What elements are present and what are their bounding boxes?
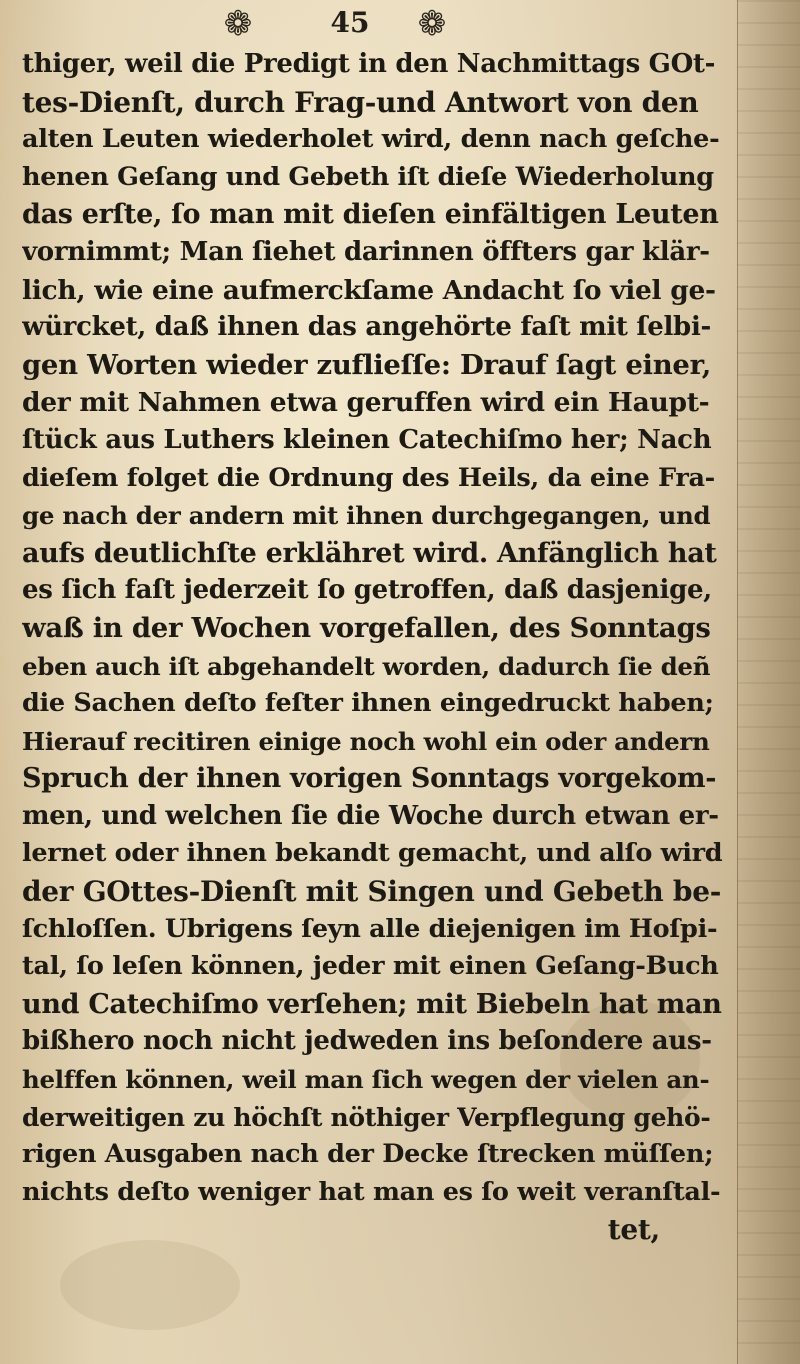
page-header: [0, 4, 740, 48]
text-line: ge nach der andern mit ihnen durchgegangen, und: [22, 501, 711, 531]
flower-ornament-icon: ❁: [223, 4, 253, 44]
text-line: vornimmt; Man ſiehet darinnen öffters gar klär-: [22, 236, 710, 267]
text-line: thiger, weil die Predigt in den Nachmittags GOt-: [22, 49, 716, 79]
catchword: tet,: [607, 1213, 660, 1247]
text-line: bißhero noch nicht jedweden ins beſondere aus-: [22, 1026, 712, 1057]
text-line: der GOttes-Dienſt mit Singen und Gebeth be-: [22, 875, 722, 909]
text-line: helffen können, weil man ſich wegen der vielen an-: [22, 1065, 710, 1095]
text-line: aufs deutlichſte erklähret wird. Anfänglich hat: [22, 537, 717, 569]
text-line: henen Geſang und Gebeth iſt dieſe Wiederholung: [22, 161, 714, 192]
text-line: Spruch der ihnen vorigen Sonntags vorgekom-: [22, 763, 717, 795]
text-line: und Catechiſmo verſehen; mit Biebeln hat man: [22, 988, 722, 1020]
flower-ornament-icon: ❁: [417, 4, 447, 44]
text-line: ſchloſſen. Ubrigens ſeyn alle diejenigen im Hoſpi-: [22, 913, 718, 944]
text-line: ſtück aus Luthers kleinen Catechiſmo her; Nach: [22, 424, 712, 455]
body-text: [22, 46, 722, 1256]
text-line: nichts deſto weniger hat man es ſo weit veranſtal-: [22, 1176, 721, 1207]
text-line: tal, ſo leſen können, jeder mit einen Geſang-Buch: [22, 951, 719, 982]
text-line: lich, wie eine aufmerckſame Andacht ſo viel ge-: [22, 274, 716, 306]
text-line: men, und welchen ſie die Woche durch etwan er-: [22, 800, 719, 831]
text-line: gen Worten wieder zuflieſſe: Drauf ſagt einer,: [22, 348, 712, 381]
text-line: tes-Dienſt, durch Frag-und Antwort von den: [22, 85, 699, 119]
text-line: der mit Nahmen etwa geruffen wird ein Haupt-: [22, 387, 710, 419]
text-line: eben auch iſt abgehandelt worden, dadurch ſie deñ: [22, 651, 711, 681]
page-number: 45: [330, 6, 370, 39]
text-line: alten Leuten wiederholet wird, denn nach geſche-: [22, 124, 720, 155]
text-line: würcket, daß ihnen das angehörte faſt mit ſelbi-: [22, 312, 712, 343]
text-line: es ſich faſt jederzeit ſo getroffen, daß dasjenige,: [22, 575, 712, 606]
text-line: lernet oder ihnen bekandt gemacht, und alſo wird: [22, 838, 722, 869]
text-line: derweitigen zu höchſt nöthiger Verpflegung gehö-: [22, 1102, 711, 1132]
text-line: Hierauf recitiren einige noch wohl ein oder andern: [22, 726, 710, 756]
text-line: dieſem folget die Ordnung des Heils, da eine Fra-: [22, 462, 715, 493]
text-line: rigen Ausgaben nach der Decke ſtrecken müſſen;: [22, 1139, 714, 1170]
text-line: die Sachen deſto feſter ihnen eingedruckt haben;: [22, 688, 714, 719]
text-line: das erſte, ſo man mit dieſen einfältigen Leuten: [22, 199, 719, 231]
binding-edge: [737, 0, 800, 1364]
text-line: waß in der Wochen vorgefallen, des Sonntags: [22, 611, 711, 644]
